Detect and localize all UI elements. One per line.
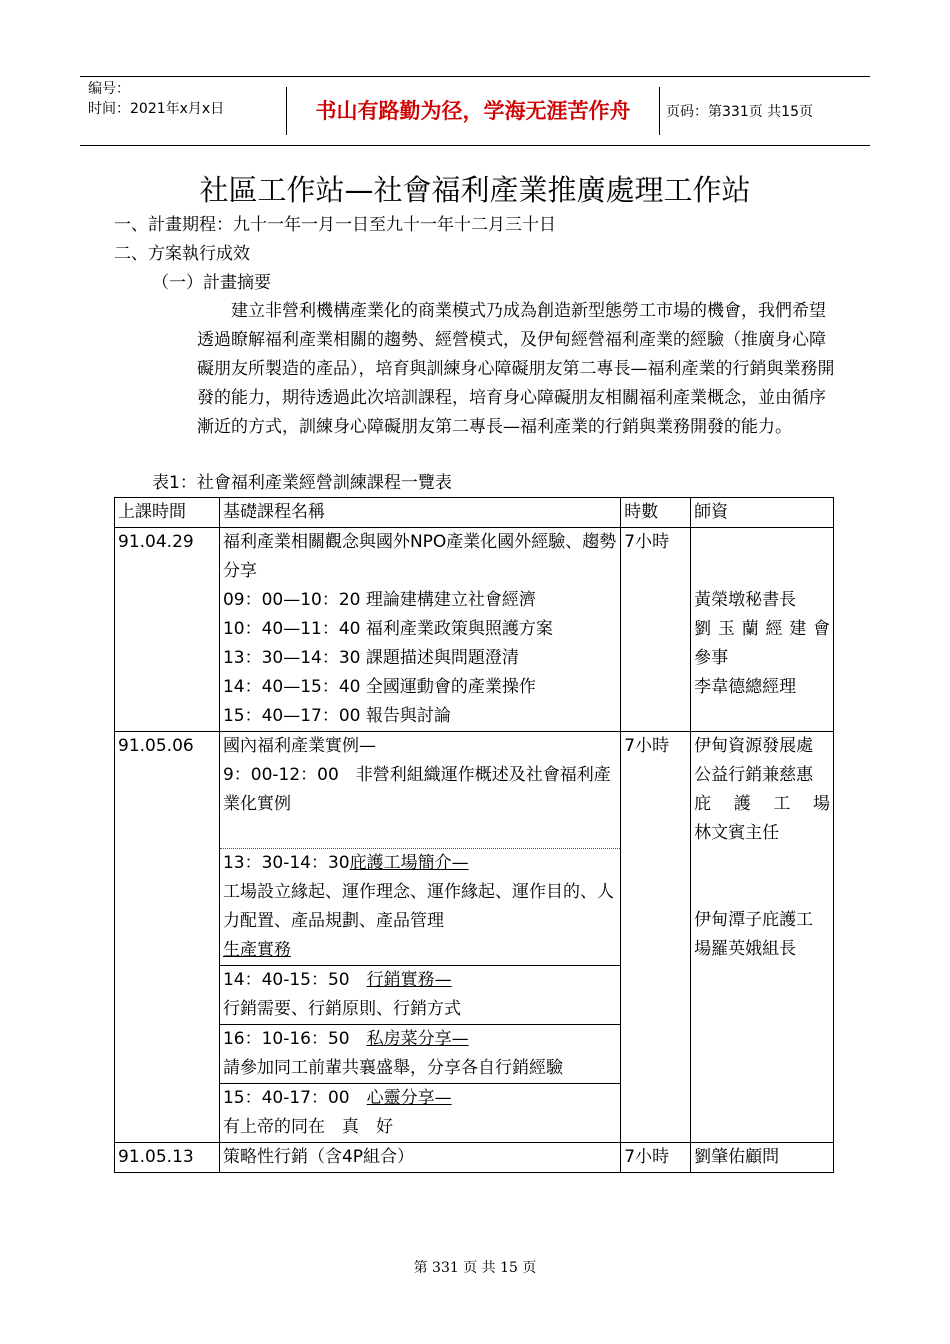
header-page-label: 页码：第331页 共15页 [666, 104, 813, 120]
subsection-summary: （一）計畫摘要 [152, 273, 271, 293]
session-block [220, 848, 620, 965]
teacher-line: 劉玉蘭經建會 [694, 619, 830, 639]
summary-paragraph [197, 297, 837, 442]
row-teacher [691, 732, 834, 1143]
section-results: 二、方案執行成效 [114, 244, 250, 264]
row-hours: 7小時 [621, 528, 691, 732]
teacher-line: 公益行銷兼慈惠 [694, 765, 814, 785]
session-body: 請參加同工前輩共襄盛舉，分享各自行銷經驗 [222, 1058, 563, 1078]
page-footer: 第 331 页 共 15 页 [413, 1260, 537, 1276]
header-teacher: 師資 [691, 498, 834, 528]
header-date: 上課時間 [115, 498, 220, 528]
session-body: 行銷需要、行銷原則、行銷方式 [222, 999, 461, 1019]
course-table [114, 497, 834, 1173]
table-row [115, 732, 834, 1143]
teacher-line: 參事 [694, 648, 729, 668]
course-line: 09：00—10：20 理論建構建立社會經濟 [222, 590, 536, 610]
session-time: 16：10-16：50 [222, 1029, 350, 1049]
document-title: 社區工作站—社會福利產業推廣處理工作站 [199, 173, 751, 207]
session-line: 9：00-12：00 非營利組織運作概述及社會福利產業化實例 [222, 765, 611, 814]
session-title: 私房菜分享— [366, 1029, 469, 1049]
table-row [115, 1143, 834, 1173]
course-line: 14：40—15：40 全國運動會的產業操作 [222, 677, 536, 697]
row-hours: 7小時 [621, 732, 691, 1143]
session-title: 國內福利產業實例— [222, 736, 376, 756]
teacher-line: 庇 護 工 場 [694, 794, 830, 814]
teacher-line: 李韋德總經理 [694, 677, 797, 697]
teacher-line: 伊甸潭子庇護工 [694, 910, 814, 930]
section-period: 一、計畫期程：九十一年一月一日至九十一年十二月三十日 [114, 215, 556, 235]
teacher-line: 場羅英娥組長 [694, 939, 797, 959]
table-header-row [115, 498, 834, 528]
header-meta [88, 79, 284, 119]
row-course [219, 528, 620, 732]
row-teacher: 劉肇佑顧問 [691, 1143, 834, 1173]
session-time: 13：30-14：30 [222, 853, 350, 873]
row-teacher [691, 528, 834, 732]
row-course [219, 732, 620, 1143]
session-time: 15：40-17：00 [222, 1088, 350, 1108]
teacher-line: 伊甸資源發展處 [694, 736, 814, 756]
course-line: 10：40—11：40 福利產業政策與照護方案 [222, 619, 553, 639]
header-hours: 時數 [621, 498, 691, 528]
session-block [220, 1024, 620, 1083]
summary-text: 建立非營利機構產業化的商業模式乃成為創造新型態勞工市場的機會，我們希望透過瞭解福利產業相關的趨勢、經營模式，及伊甸經營福利產業的經驗（推廣身心障礙朋友所製造的產品），培育與訓練身心障礙朋友第二專長—福利產業的行銷與業務開發的能力，期待透過此次培訓課程，培育身心障礙朋友相關福利產業概念，並由循序漸近的方式，訓練身心障礙朋友第二專長—福利產業的行銷與業務開發的能力。 [197, 301, 835, 437]
session-time: 14：40-15：50 [222, 970, 350, 990]
session-body: 工場設立緣起、運作理念、運作緣起、運作目的、人力配置、產品規劃、產品管理 [222, 882, 614, 931]
table-caption: 表1：社會福利產業經營訓練課程一覽表 [152, 473, 452, 493]
row-date: 91.05.06 [115, 732, 220, 1143]
session-title: 庇護工場簡介— [349, 853, 469, 873]
header-course: 基礎課程名稱 [219, 498, 620, 528]
session-block [220, 732, 620, 848]
teacher-line: 林文賓主任 [694, 823, 780, 843]
row-course: 策略性行銷（含4P組合） [219, 1143, 620, 1173]
serial-label: 编号： [88, 81, 130, 97]
course-line: 福利產業相關觀念與國外NPO產業化國外經驗、趨勢分享 [222, 532, 617, 581]
header-motto: 书山有路勤为径，学海无涯苦作舟 [286, 87, 660, 135]
row-date: 91.05.13 [115, 1143, 220, 1173]
time-label: 时间：2021年x月x日 [88, 101, 225, 117]
course-line: 15：40—17：00 報告與討論 [222, 706, 451, 726]
session-block [220, 965, 620, 1024]
course-line: 13：30—14：30 課題描述與問題澄清 [222, 648, 519, 668]
session-title: 行銷實務— [366, 970, 452, 990]
session-tail: 生產實務 [222, 940, 291, 960]
table-row [115, 528, 834, 732]
page-header [80, 76, 870, 146]
row-date: 91.04.29 [115, 528, 220, 732]
row-hours: 7小時 [621, 1143, 691, 1173]
session-body: 有上帝的同在 真 好 [222, 1117, 393, 1137]
session-block [220, 1083, 620, 1142]
session-title: 心靈分享— [366, 1088, 452, 1108]
teacher-line: 黃榮墩秘書長 [694, 590, 797, 610]
